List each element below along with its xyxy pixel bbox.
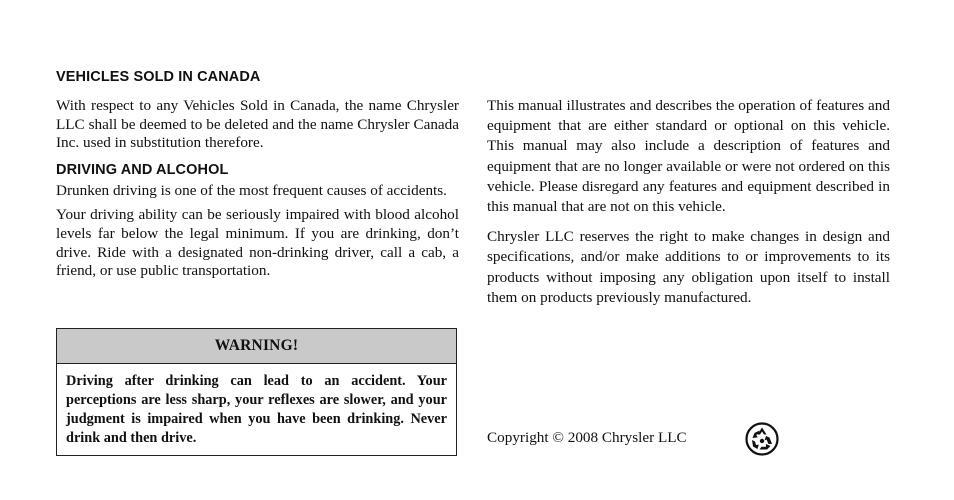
heading-driving-and-alcohol: DRIVING AND ALCOHOL — [56, 161, 229, 178]
changes-reserved-paragraph: Chrysler LLC reserves the right to make changes in design and specifications, and/or make additions to or improvements to its products without imposing any obligation upon itself to install them on products previously manufactured. — [487, 228, 890, 306]
canada-paragraph: With respect to any Vehicles Sold in Canada, the name Chrysler LLC shall be deemed to be deleted and the name Chrysler Canada Inc. used in substitution therefore. — [56, 97, 459, 152]
warning-title: WARNING! — [57, 329, 456, 364]
copyright-text: Copyright © 2008 Chrysler LLC — [487, 429, 687, 446]
drunken-driving-paragraph: Drunken driving is one of the most frequent causes of accidents. — [56, 181, 447, 199]
manual-description-paragraph: This manual illustrates and describes the operation of features and equipment that are either standard or optional on this vehicle. This manual may also include a description of features and equipment that are no longer available or were not ordered on this vehicle. Please disregard any features and equipment described in this manual that are not on this vehicle. — [487, 97, 890, 216]
warning-text: Driving after drinking can lead to an accident. Your perceptions are less sharp, your reflexes are slower, and your judgment is impaired when you have been drinking. Never drink and then drive. — [66, 373, 447, 446]
heading-vehicles-sold-in-canada: VEHICLES SOLD IN CANADA — [56, 69, 261, 85]
warning-box — [56, 328, 457, 456]
left-column — [56, 68, 459, 281]
right-column — [487, 96, 890, 308]
driving-ability-paragraph: Your driving ability can be seriously impaired with blood alcohol levels far below the legal minimum. If you are drinking, don’t drive. Ride with a designated non-drinking driver, call a cab, a friend, or use public transportation. — [56, 206, 459, 280]
recycle-icon — [745, 422, 779, 456]
